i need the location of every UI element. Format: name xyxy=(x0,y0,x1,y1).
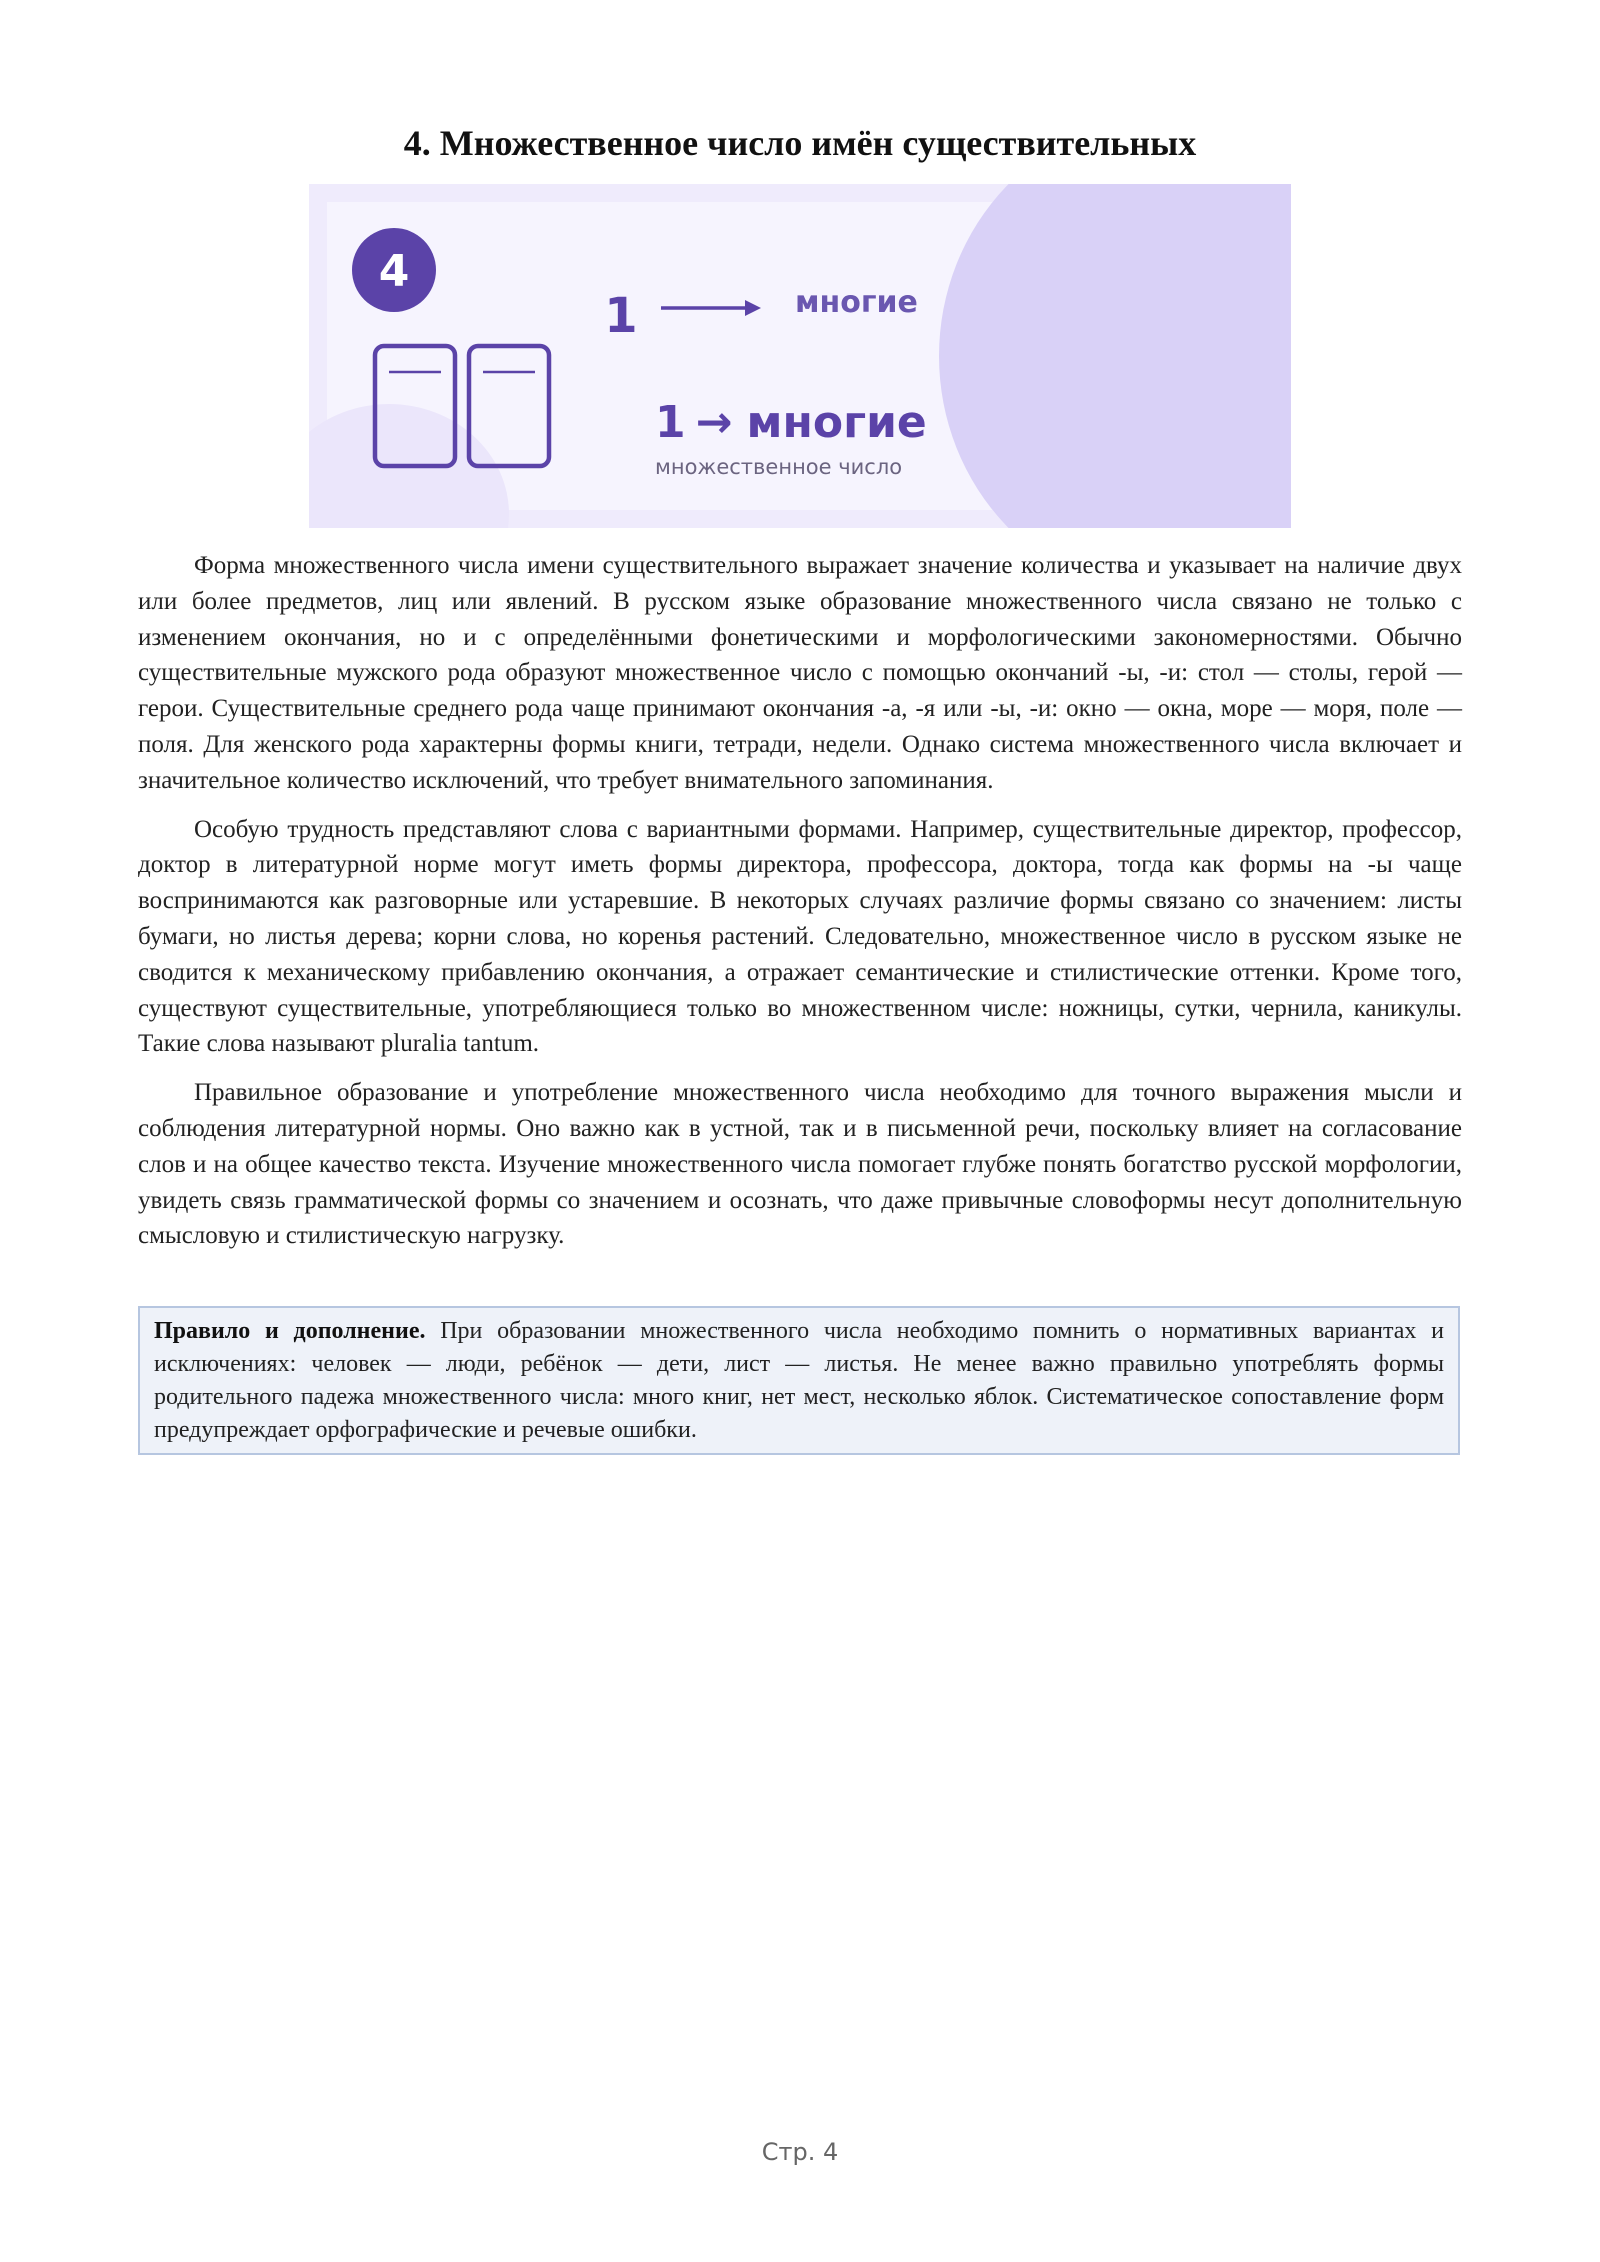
number-badge-icon xyxy=(352,228,436,312)
arrow-word: многие xyxy=(795,285,918,320)
main-word: многие xyxy=(746,397,927,448)
paragraph-2: Особую трудность представляют слова с вариантными формами. Например, существительные директор, профессор, доктор в литературной норме могут иметь формы директора, профессора, доктора, тогда как формы на -ы чаще воспринимаются как разговорные или устаревшие. В некоторых случаях различие формы связано со значением: листы бумаги, но листья дерева; корни слова, но коренья растений. Следовательно, множественное число в русском языке не сводится к механическому прибавлению окончания, а отражает семантические и стилистические оттенки. Кроме того, существуют существительные, употребляющиеся только во множественном числе: ножницы, сутки, чернила, каникулы. Такие слова называют pluralia tantum. xyxy=(138,815,1462,1058)
svg-text:1→многие xyxy=(655,397,927,448)
background-circle xyxy=(939,184,1291,528)
main-number: 1 xyxy=(655,397,686,448)
paragraph-3: Правильное образование и употребление множественного числа необходимо для точного выражения мысли и соблюдения литературной нормы. Оно важно как в устной, так и в письменной речи, поскольку влияет на согласование слов и на общее качество текста. Изучение множественного числа помогает глубже понять богатство русской морфологии, увидеть связь грамматической формы со значением и осознать, что даже привычные словоформы несут дополнительную смысловую и стилистическую нагрузку. xyxy=(138,1079,1462,1250)
arrow-number: 1 xyxy=(604,288,638,344)
paragraph-1: Форма множественного числа имени существительного выражает значение количества и указывает на наличие двух или более предметов, лиц или явлений. В русском языке образование множественного числа связано не только с изменением окончания, но и с определёнными фонетическими и морфологическими закономерностями. Обычно существительные мужского рода образуют множественное число с помощью окончаний -ы, -и: стол — столы, герой — герои. Существительные среднего рода чаще принимают окончания -а, -я или -ы, -и: окно — окна, море — моря, поле — поля. Для женского рода характерны формы книги, тетради, недели. Однако система множественного числа включает и значительное количество исключений, что требует внимательного запоминания. xyxy=(138,552,1462,794)
illustration-banner xyxy=(309,184,1291,528)
body-text xyxy=(138,548,1462,1267)
rule-note-box xyxy=(138,1306,1460,1455)
banner-caption: множественное число xyxy=(655,455,903,479)
page-number: Стр. 4 xyxy=(761,2138,839,2166)
page-title: 4. Множественное число имён существительных xyxy=(403,123,1197,163)
note-text: При образовании множественного числа необходимо помнить о нормативных вариантах и исключениях: человек — люди, ребёнок — дети, лист — листья. Не менее важно правильно употреблять формы родительного падежа множественного числа: много книг, нет мест, несколько яблок. Систематическое сопоставление форм предупреждает орфографические и речевые ошибки. xyxy=(154,1318,1444,1443)
note-label: Правило и дополнение. xyxy=(154,1318,426,1344)
badge-number: 4 xyxy=(378,246,410,297)
main-arrow: → xyxy=(695,397,733,448)
